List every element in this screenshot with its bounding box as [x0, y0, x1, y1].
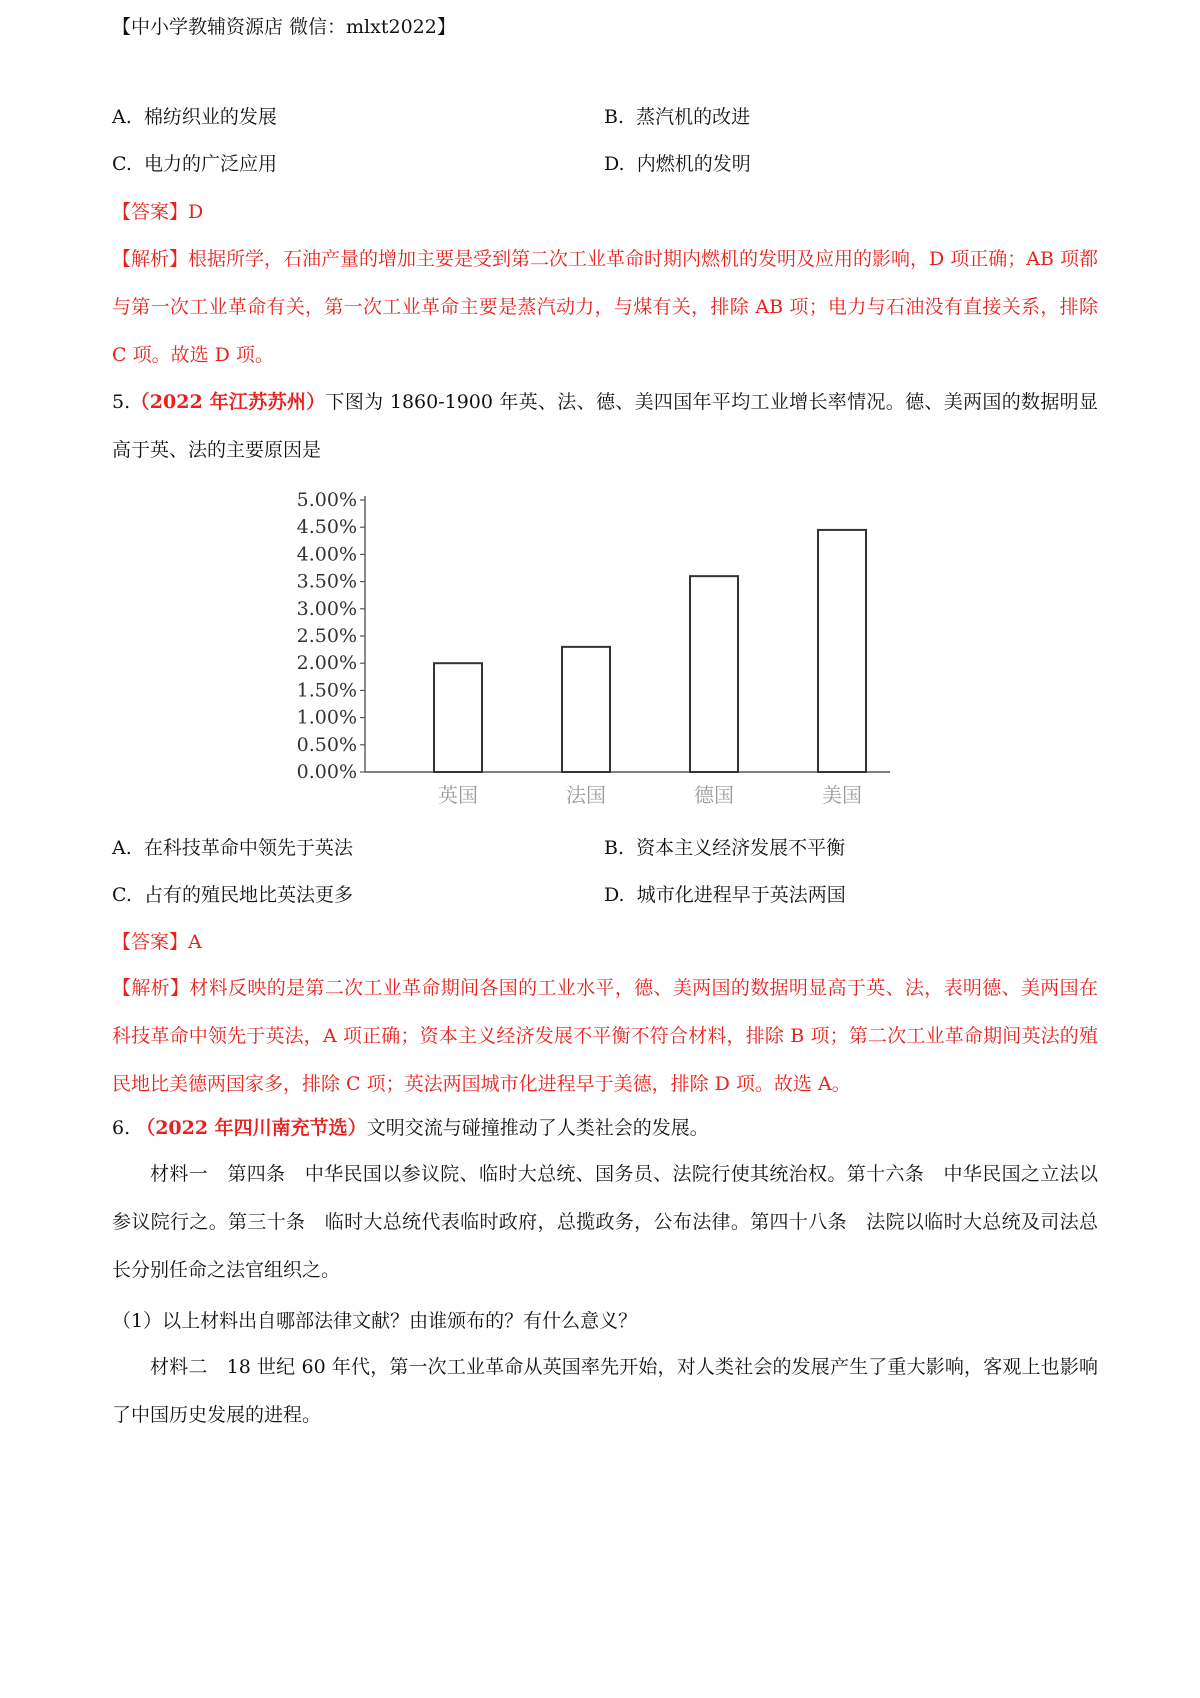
y-tick-label: 5.00% [296, 489, 357, 511]
question-text: 文明交流与碰撞推动了人类社会的发展。 [366, 1117, 709, 1139]
bar-4 [818, 530, 866, 772]
q5-option-d [604, 882, 846, 908]
question-source: （2022 年四川南充节选） [136, 1117, 367, 1139]
analysis-label: 【解析】 [112, 977, 190, 999]
option-text: 占有的殖民地比英法更多 [144, 884, 354, 906]
bar-3 [690, 576, 738, 772]
q6-stem [112, 1115, 709, 1141]
analysis-text: 材料反映的是第二次工业革命期间各国的工业水平，德、美两国的数据明显高于英、法，表明德、美两国在科技革命中领先于英法，A 项正确；资本主义经济发展不平衡不符合材料，排除 B 项；第二次工业革命期间英法的殖民地比美德两国家多，排除 C 项；英法两国城市化进程早于美德，排除 D 项。故选 A。 [112, 977, 1098, 1095]
option-letter: B. [604, 837, 625, 859]
option-text: 城市化进程早于英法两国 [636, 884, 846, 906]
y-tick-label: 2.00% [296, 652, 357, 675]
option-letter: A. [112, 106, 132, 128]
option-letter: B. [604, 106, 625, 128]
option-text: 资本主义经济发展不平衡 [636, 837, 846, 859]
option-letter: D. [604, 153, 625, 175]
q5-option-c [112, 882, 353, 908]
y-tick-label: 4.50% [296, 516, 357, 539]
answer-value: A [188, 931, 202, 953]
option-letter: C. [112, 153, 132, 175]
y-tick-label: 1.00% [296, 706, 357, 729]
q6-subquestion-1: （1）以上材料出自哪部法律文献？由谁颁布的？有什么意义？ [112, 1310, 638, 1332]
q4-option-c [112, 151, 277, 177]
q5-option-a [112, 835, 353, 861]
option-text: 在科技革命中领先于英法 [143, 837, 353, 859]
x-tick-label: 美国 [822, 783, 862, 807]
q4-option-b [604, 104, 750, 130]
answer-value: D [188, 201, 204, 223]
q5-stem [112, 378, 1098, 474]
option-letter: D. [604, 884, 625, 906]
option-text: 内燃机的发明 [636, 153, 751, 175]
option-text: 蒸汽机的改进 [636, 106, 751, 128]
question-number: 6. [112, 1117, 131, 1139]
q6-material-1: 材料一 第四条 中华民国以参议院、临时大总统、国务员、法院行使其统治权。第十六条 中华民国之立法以参议院行之。第三十条 临时大总统代表临时政府，总揽政务，公布法律。第四十八条 法院以临时大总统及司法总长分别任命之法官组织之。 [112, 1163, 1098, 1281]
bar-2 [562, 647, 610, 772]
answer-label: 【答案】 [112, 931, 189, 953]
answer-label: 【答案】 [112, 201, 189, 223]
q4-option-d [604, 151, 751, 177]
option-text: 棉纺织业的发展 [143, 106, 277, 128]
q5-analysis [112, 964, 1098, 1108]
analysis-label: 【解析】 [112, 248, 189, 270]
y-tick-label: 0.00% [296, 761, 357, 783]
question-text: 下图为 1860-1900 年英、法、德、美四国年平均工业增长率情况。德、美两国的数据明显高于英、法的主要原因是 [112, 391, 1098, 461]
question-source: （2022 年江苏苏州） [130, 391, 326, 413]
q6-material-2: 材料二 18 世纪 60 年代，第一次工业革命从英国率先开始，对人类社会的发展产生了重大影响，客观上也影响了中国历史发展的进程。 [112, 1356, 1098, 1426]
option-letter: C. [112, 884, 132, 906]
growth-rate-bar-chart [270, 480, 890, 810]
y-tick-label: 4.00% [296, 543, 357, 566]
q5-option-b [604, 835, 845, 861]
y-tick-label: 0.50% [296, 733, 357, 756]
y-tick-label: 1.50% [296, 679, 357, 702]
x-tick-label: 德国 [694, 783, 734, 807]
x-tick-label: 法国 [566, 783, 606, 807]
q4-analysis [112, 235, 1098, 379]
y-tick-label: 3.50% [296, 570, 357, 593]
q5-answer [112, 929, 202, 955]
q4-option-a [112, 104, 277, 130]
q4-answer [112, 199, 203, 225]
option-text: 电力的广泛应用 [144, 153, 278, 175]
x-tick-label: 英国 [438, 783, 478, 807]
y-tick-label: 3.00% [296, 597, 357, 620]
question-number: 5. [112, 391, 131, 413]
y-tick-label: 2.50% [296, 625, 357, 647]
page-header: 【中小学教辅资源店 微信：mlxt2022】 [112, 16, 456, 38]
option-letter: A. [112, 837, 132, 859]
bar-1 [434, 663, 482, 772]
analysis-text: 根据所学，石油产量的增加主要是受到第二次工业革命时期内燃机的发明及应用的影响，D 项正确；AB 项都与第一次工业革命有关，第一次工业革命主要是蒸汽动力，与煤有关，排除 AB 项；电力与石油没有直接关系，排除 C 项。故选 D 项。 [112, 248, 1099, 366]
